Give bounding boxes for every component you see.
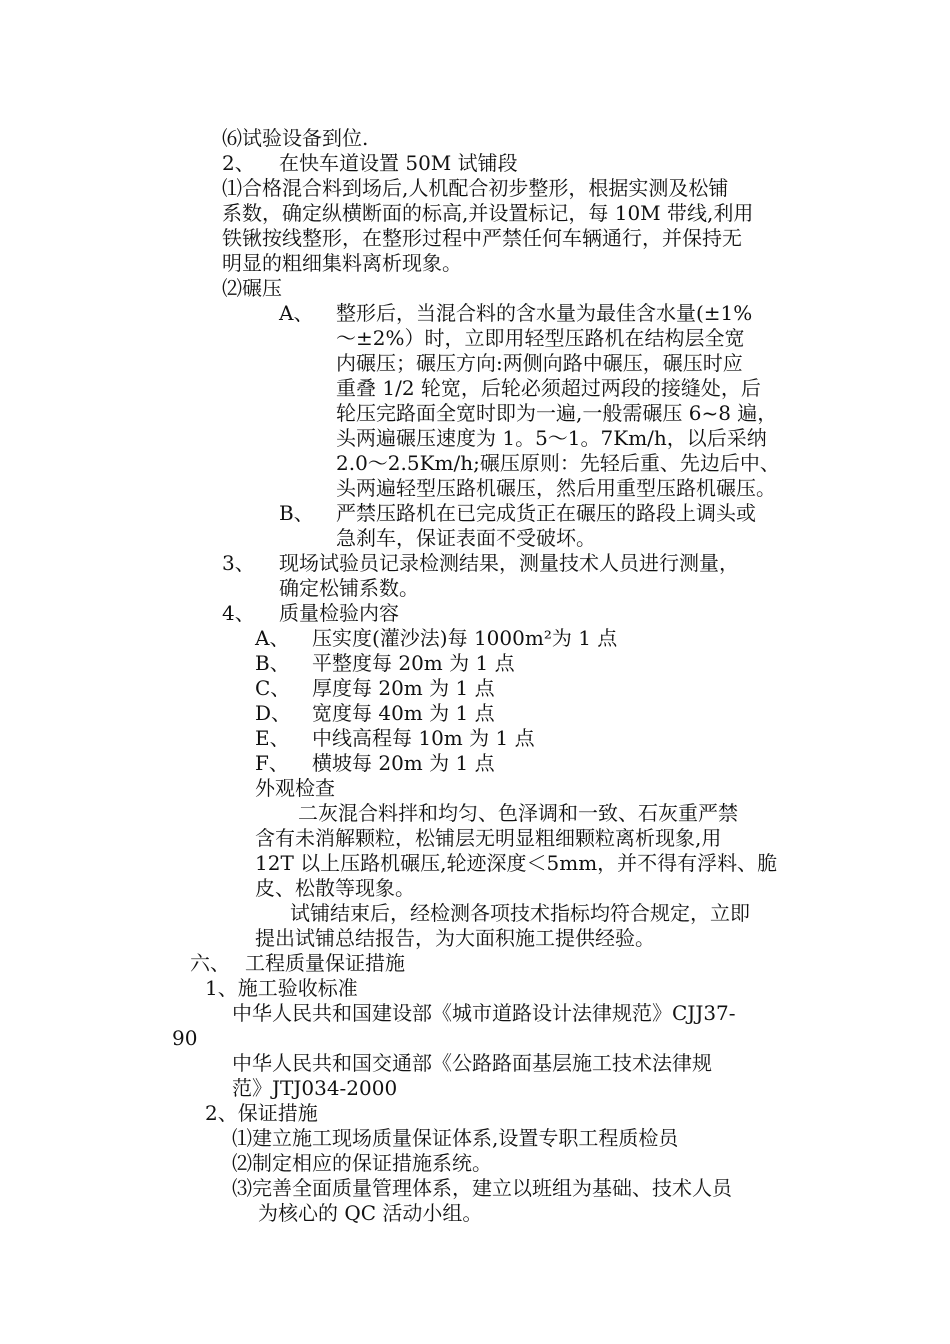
- check-item-label: E、: [255, 726, 290, 750]
- item-a-label: A、: [279, 301, 314, 325]
- measure-3-line: ⑶完善全面质量管理体系，建立以班组为基础、技术人员: [232, 1176, 732, 1200]
- sec3-line: 确定松铺系数。: [279, 576, 419, 600]
- standard-line: 范》JTJ034-2000: [232, 1076, 398, 1100]
- p1-line: ⑴合格混合料到场后,人机配合初步整形，根据实测及松铺: [222, 176, 729, 200]
- sec4-number: 4、: [222, 601, 255, 625]
- check-item-text: 横坡每 20m 为 1 点: [312, 751, 495, 775]
- appearance-title: 外观检查: [255, 776, 335, 800]
- appearance-line: 12T 以上压路机碾压,轮迹深度＜5mm，并不得有浮料、脆: [255, 851, 778, 875]
- check-item-label: D、: [255, 701, 292, 725]
- sec3-number: 3、: [222, 551, 255, 575]
- item-a-line: 内碾压；碾压方向:两侧向路中碾压，碾压时应: [336, 351, 743, 375]
- item-b-line: 严禁压路机在已完成货正在碾压的路段上调头或: [336, 501, 756, 525]
- p1-line: 明显的粗细集料离析现象。: [222, 251, 462, 275]
- check-item-label: B、: [255, 651, 290, 675]
- sec4-title: 质量检验内容: [279, 601, 399, 625]
- measure-1: ⑴建立施工现场质量保证体系,设置专职工程质检员: [232, 1126, 679, 1150]
- item-b-label: B、: [279, 501, 314, 525]
- sub2-title: 2、保证措施: [205, 1101, 318, 1125]
- item-a-line: 轮压完路面全宽时即为一遍,一般需碾压 6~8 遍，: [336, 401, 778, 425]
- check-item-label: A、: [255, 626, 290, 650]
- item-b-line: 急刹车，保证表面不受破坏。: [336, 526, 596, 550]
- section6-number: 六、: [190, 951, 230, 975]
- p1-line: 铁锹按线整形，在整形过程中严禁任何车辆通行，并保持无: [222, 226, 742, 250]
- section6-title: 工程质量保证措施: [245, 951, 405, 975]
- appearance-line: 皮、松散等现象。: [255, 876, 415, 900]
- standard-line: 90: [172, 1026, 198, 1050]
- item-a-line: 整形后，当混合料的含水量为最佳含水量(±1%: [336, 301, 753, 325]
- sub1-title: 1、施工验收标准: [205, 976, 358, 1000]
- check-item-label: F、: [255, 751, 289, 775]
- item-a-line: 头两遍轻型压路机碾压，然后用重型压路机碾压。: [336, 476, 776, 500]
- check-item-text: 平整度每 20m 为 1 点: [312, 651, 515, 675]
- measure-2: ⑵制定相应的保证措施系统。: [232, 1151, 492, 1175]
- item-a-line: ～±2%）时，立即用轻型压路机在结构层全宽: [336, 326, 745, 350]
- item-6-equipment: ⑹试验设备到位.: [222, 126, 369, 150]
- check-item-text: 宽度每 40m 为 1 点: [312, 701, 495, 725]
- summary-line: 试铺结束后，经检测各项技术指标均符合规定，立即: [290, 901, 750, 925]
- sec2-number: 2、: [222, 151, 255, 175]
- sec2-title: 在快车道设置 50M 试铺段: [279, 151, 518, 175]
- appearance-line: 二灰混合料拌和均匀、色泽调和一致、石灰重严禁: [298, 801, 738, 825]
- item-a-line: 头两遍碾压速度为 1。5～1。7Km/h，以后采纳: [336, 426, 767, 450]
- item-a-line: 重叠 1/2 轮宽，后轮必须超过两段的接缝处，后: [336, 376, 761, 400]
- check-item-label: C、: [255, 676, 291, 700]
- standard-line: 中华人民共和国建设部《城市道路设计法律规范》CJJ37-: [232, 1001, 736, 1025]
- check-item-text: 厚度每 20m 为 1 点: [312, 676, 495, 700]
- check-item-text: 中线高程每 10m 为 1 点: [312, 726, 535, 750]
- measure-3-line: 为核心的 QC 活动小组。: [258, 1201, 483, 1225]
- check-item-text: 压实度(灌沙法)每 1000m²为 1 点: [312, 626, 618, 650]
- p1-line: 系数，确定纵横断面的标高,并设置标记，每 10M 带线,利用: [222, 201, 754, 225]
- sec3-line: 现场试验员记录检测结果，测量技术人员进行测量，: [279, 551, 739, 575]
- item-a-line: 2.0～2.5Km/h;碾压原则：先轻后重、先边后中、: [336, 451, 780, 475]
- appearance-line: 含有未消解颗粒，松铺层无明显粗细颗粒离析现象,用: [255, 826, 722, 850]
- summary-line: 提出试铺总结报告，为大面积施工提供经验。: [255, 926, 655, 950]
- p2-title: ⑵碾压: [222, 276, 282, 300]
- standard-line: 中华人民共和国交通部《公路路面基层施工技术法律规: [232, 1051, 712, 1075]
